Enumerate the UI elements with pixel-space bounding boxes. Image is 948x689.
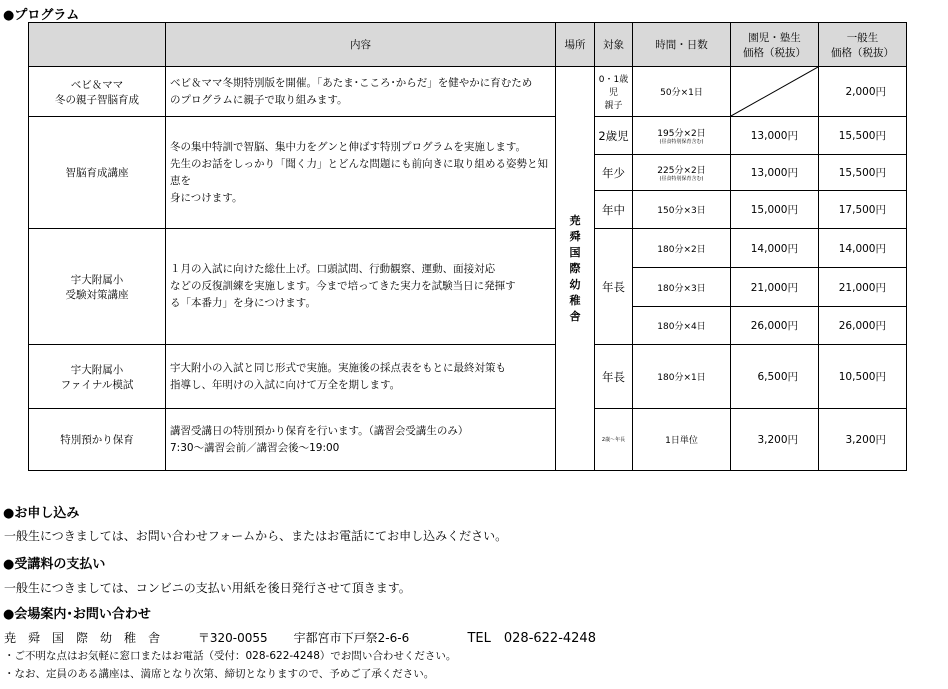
member-price-cell: 21,000円: [731, 268, 819, 307]
target-cell: 年長: [595, 345, 633, 409]
time-cell: 150分×3日: [633, 191, 731, 229]
target-cell: 年長: [595, 229, 633, 345]
header-place: 場所: [556, 23, 595, 67]
general-price-cell: 21,000円: [819, 268, 907, 307]
target-cell: 年中: [595, 191, 633, 229]
course-description: 冬の集中特訓で智脳、集中力をグンと伸ばす特別プログラムを実施します。 先生のお話をしっかり「聞く力」とどんな問題にも前向きに取り組める姿勢と知恵を 身につけます。: [166, 117, 556, 229]
no-member-price-cell: [731, 67, 819, 117]
section-title-payment: ●受講料の支払い: [3, 557, 106, 572]
section-title-program: ●プログラム: [3, 8, 80, 23]
section-title-venue: ●会場案内･お問い合わせ: [3, 607, 151, 622]
table-row: [29, 229, 907, 268]
member-price-cell: 3,200円: [731, 409, 819, 471]
time-cell: 180分×3日: [633, 268, 731, 307]
member-price-cell: 26,000円: [731, 307, 819, 345]
apply-text: 一般生につきましては、お問い合わせフォームから、またはお電話にてお申し込みください。: [4, 529, 508, 543]
phone-number: TEL 028-622-4248: [467, 631, 596, 646]
target-cell: 2歳児: [595, 117, 633, 155]
time-cell: 180分×1日: [633, 345, 731, 409]
header-target: 対象: [595, 23, 633, 67]
time-cell: 1日単位: [633, 409, 731, 471]
member-price-cell: 6,500円: [731, 345, 819, 409]
member-price-cell: 13,000円: [731, 117, 819, 155]
header-content: 内容: [166, 23, 556, 67]
course-description: ベビ＆ママ冬期特別版を開催。「あたま･こころ･からだ」を健やかに育むため のプログラムに親子で取り組みます。: [166, 67, 556, 117]
target-cell: 2歳～年長: [595, 409, 633, 471]
time-cell: 225分×2日 (昼食特別保育含む): [633, 155, 731, 191]
table-row: [29, 67, 907, 117]
target-cell: 0・1歳児 親子: [595, 67, 633, 117]
time-cell: 50分×1日: [633, 67, 731, 117]
general-price-cell: 15,500円: [819, 155, 907, 191]
member-price-cell: 14,000円: [731, 229, 819, 268]
header-member-price: 園児・塾生 価格（税抜）: [731, 23, 819, 67]
table-row: [29, 345, 907, 409]
note-line: ・なお、定員のある講座は、満席となり次第、締切となりますので、予めご了承ください。: [4, 668, 435, 680]
course-name: 智脳育成講座: [29, 117, 166, 229]
contact-line: [4, 627, 596, 646]
general-price-cell: 10,500円: [819, 345, 907, 409]
general-price-cell: 15,500円: [819, 117, 907, 155]
time-cell: 195分×2日 (昼食特別保育含む): [633, 117, 731, 155]
general-price-cell: 2,000円: [819, 67, 907, 117]
course-description: 講習受講日の特別預かり保育を行います。（講習会受講生のみ） 7:30～講習会前／講習会後～19:00: [166, 409, 556, 471]
course-name: 宇大附属小 ファイナル模試: [29, 345, 166, 409]
school-name: 尭 舜 国 際 幼 稚 舎: [4, 631, 161, 645]
general-price-cell: 14,000円: [819, 229, 907, 268]
time-cell: 180分×2日: [633, 229, 731, 268]
general-price-cell: 3,200円: [819, 409, 907, 471]
table-header-row: [29, 23, 907, 67]
course-description: 宇大附小の入試と同じ形式で実施。実施後の採点表をもとに最終対策も 指導し、年明けの入試に向けて万全を期します。: [166, 345, 556, 409]
header-general-price: 一般生 価格（税抜）: [819, 23, 907, 67]
course-name: 宇大附属小 受験対策講座: [29, 229, 166, 345]
payment-text: 一般生につきましては、コンビニの支払い用紙を後日発行させて頂きます。: [4, 581, 411, 595]
time-cell: 180分×4日: [633, 307, 731, 345]
venue-cell: 尭 舜 国 際 幼 稚 舎: [556, 67, 595, 471]
address: 宇都宮市下戸祭2-6-6: [293, 631, 410, 645]
course-name: ベビ＆ママ 冬の親子智脳育成: [29, 67, 166, 117]
member-price-cell: 13,000円: [731, 155, 819, 191]
course-description: １月の入試に向けた総仕上げ。口頭試問、行動観察、運動、面接対応 などの反復訓練を実施します。今まで培ってきた実力を試験当日に発揮す る「本番力」を身につけます。: [166, 229, 556, 345]
member-price-cell: 15,000円: [731, 191, 819, 229]
target-cell: 年少: [595, 155, 633, 191]
course-name: 特別預かり保育: [29, 409, 166, 471]
general-price-cell: 17,500円: [819, 191, 907, 229]
table-row: [29, 409, 907, 471]
postal-code: 〒320-0055: [197, 631, 268, 645]
note-line: ・ご不明な点はお気軽に窓口またはお電話（受付：028-622-4248）でお問い合わせください。: [4, 650, 457, 662]
general-price-cell: 26,000円: [819, 307, 907, 345]
table-row: [29, 117, 907, 155]
section-title-apply: ●お申し込み: [3, 506, 80, 521]
header-time: 時間・日数: [633, 23, 731, 67]
program-table: [28, 22, 907, 471]
